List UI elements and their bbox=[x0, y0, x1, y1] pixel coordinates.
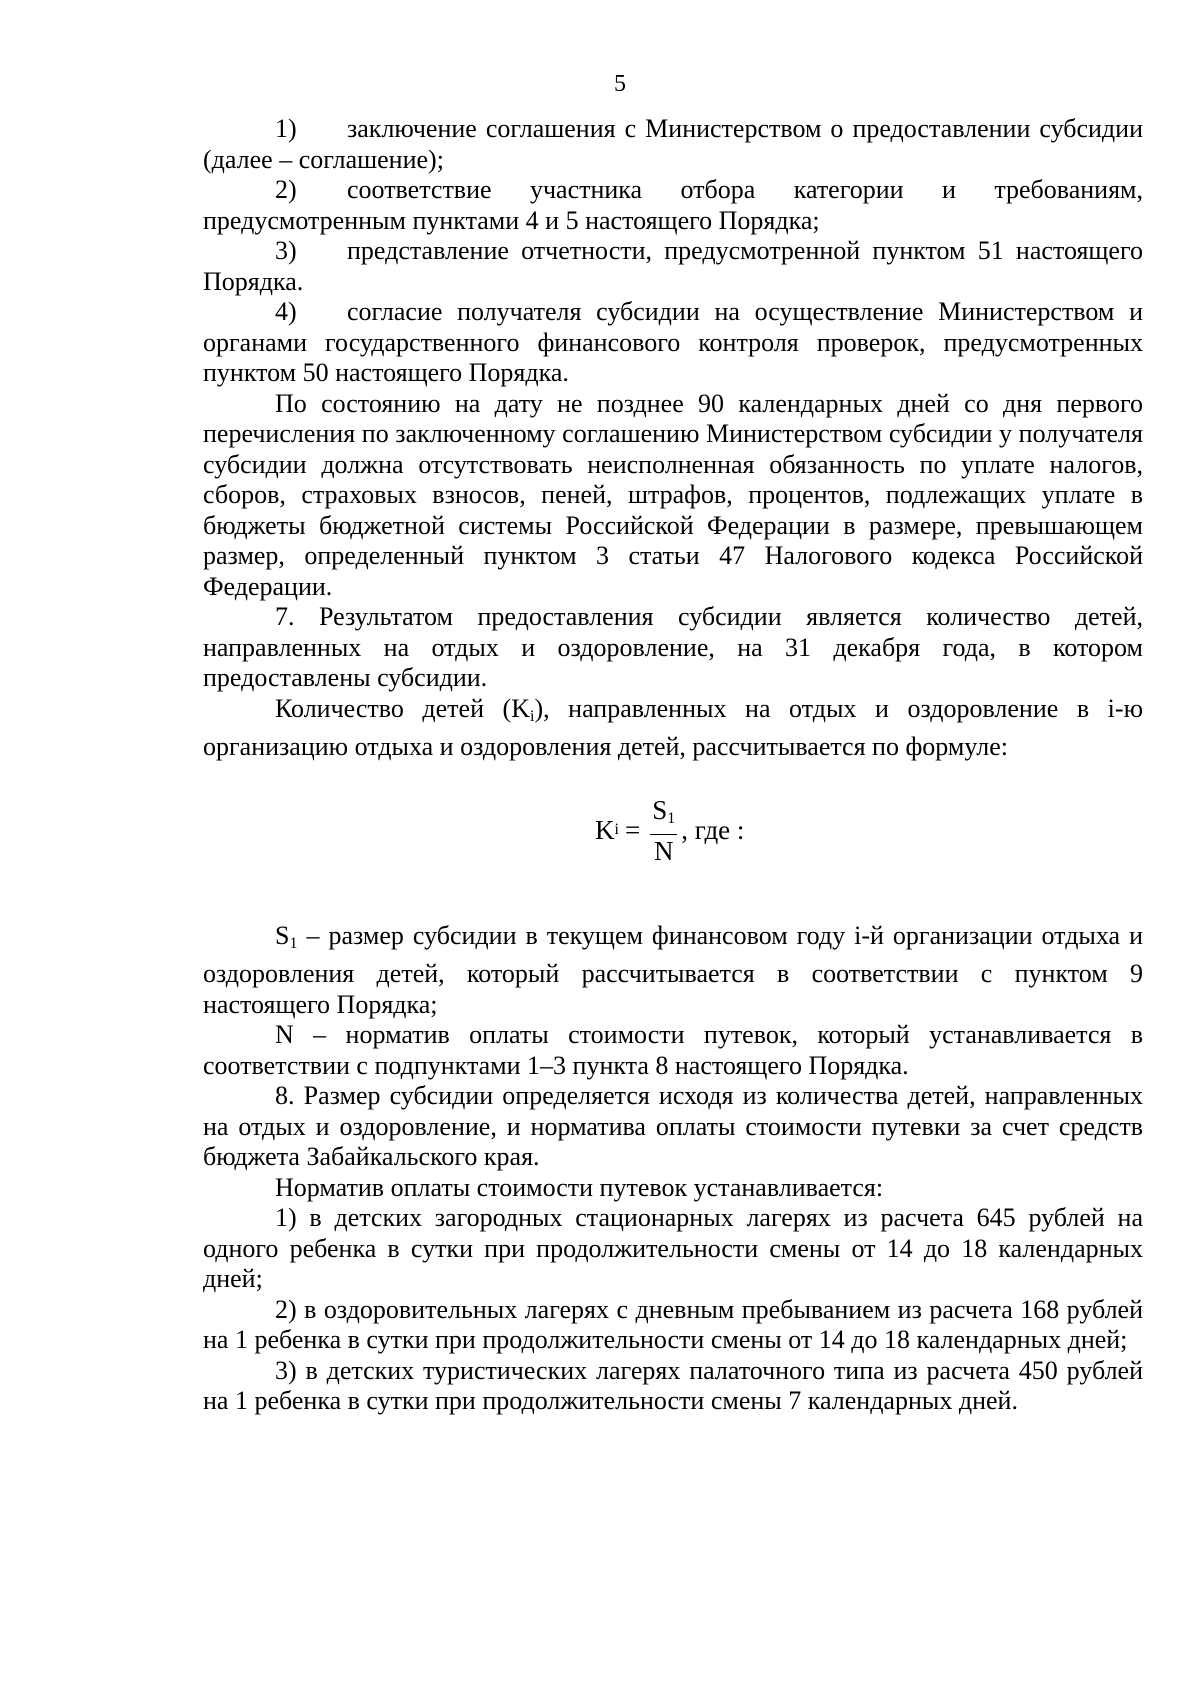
list-item: 1) в детских загородных стационарных лагерях из расчета 645 рублей на одного ребенка в сутки при продолжительности смены от 14 до 18 календарных дней; bbox=[203, 1203, 1143, 1293]
list-item: 2) в оздоровительных лагерях с дневным пребыванием из расчета 168 рублей на 1 ребенка в сутки при продолжительности смены от 14 до 18 календарных дней; bbox=[203, 1294, 1143, 1354]
definition-symbol: S bbox=[275, 920, 290, 950]
definition-s1 bbox=[203, 921, 1143, 1021]
list-item bbox=[203, 175, 1143, 236]
item-text: заключение соглашения с Министерством о предоставлении субсидии (далее – соглашение); bbox=[203, 114, 1143, 174]
list-item bbox=[203, 236, 1143, 297]
page-number: 5 bbox=[614, 71, 626, 97]
text-part: ), направленных на отдых и оздоровление в i-ю организацию отдыха и оздоровления детей, рассчитывается по формуле: bbox=[203, 693, 1143, 761]
definition-text: – размер субсидии в текущем финансовом году i-й организации отдыха и оздоровления детей, который рассчитывается в соответствии с пунктом 9 настоящего Порядка; bbox=[203, 920, 1143, 1019]
item-number: 4) bbox=[275, 297, 297, 326]
paragraph-7: 7. Результатом предоставления субсидии является количество детей, направленных на отдых и оздоровление, на 31 декабря года, в котором предоставлены субсидии. bbox=[203, 602, 1143, 692]
formula-fraction bbox=[650, 795, 677, 867]
item-text: представление отчетности, предусмотренной пунктом 51 настоящего Порядка. bbox=[203, 236, 1143, 296]
formula-equals: = bbox=[624, 815, 641, 846]
paragraph-tax-obligation: По состоянию на дату не позднее 90 календарных дней со дня первого перечисления по заключенному соглашению Министерством субсидии у получателя субсидии должна отсутствовать неисполненная обязанность по уплате налогов, сборов, страховых взносов, пеней, штрафов, процентов, подлежащих уплате в бюджеты бюджетной системы Российской Федерации в размере, превышающем размер, определенный пунктом 3 статьи 47 Налогового кодекса Российской Федерации. bbox=[203, 388, 1143, 601]
item-text: соответствие участника отбора категории и требованиям, предусмотренным пунктами 4 и 5 настоящего Порядка; bbox=[203, 175, 1143, 235]
formula bbox=[595, 795, 744, 867]
list-item bbox=[203, 114, 1143, 175]
paragraph-8: 8. Размер субсидии определяется исходя из количества детей, направленных на отдых и оздоровление, и норматива оплаты стоимости путевки за счет средств бюджета Забайкальского края. bbox=[203, 1081, 1143, 1171]
paragraph-children-count bbox=[203, 694, 1143, 763]
item-number: 3) bbox=[275, 236, 297, 265]
item-text: согласие получателя субсидии на осуществление Министерством и органами государственного финансового контроля проверок, предусмотренных пунктом 50 настоящего Порядка. bbox=[203, 297, 1143, 387]
subscript: i bbox=[530, 707, 535, 725]
item-number: 1) bbox=[275, 114, 297, 143]
document-body bbox=[203, 114, 1143, 1417]
paragraph-norm-intro: Норматив оплаты стоимости путевок устанавливается: bbox=[275, 1172, 884, 1202]
formula-block bbox=[203, 763, 1143, 913]
definition-subscript: 1 bbox=[289, 934, 298, 952]
definition-n: N – норматив оплаты стоимости путевок, который устанавливается в соответствии с подпунктами 1–3 пункта 8 настоящего Порядка. bbox=[203, 1020, 1143, 1080]
list-item: 3) в детских туристических лагерях палаточного типа из расчета 450 рублей на 1 ребенка в сутки при продолжительности смены 7 календарных дней. bbox=[203, 1355, 1143, 1415]
formula-lhs: K bbox=[595, 815, 615, 846]
formula-denominator: N bbox=[653, 835, 674, 866]
formula-numerator bbox=[650, 795, 677, 835]
numerator-subscript: 1 bbox=[667, 809, 676, 827]
numerator-symbol: S bbox=[652, 794, 668, 825]
formula-suffix: , где : bbox=[681, 815, 745, 846]
item-number: 2) bbox=[275, 175, 297, 204]
formula-lhs-subscript: i bbox=[614, 821, 619, 839]
list-item bbox=[203, 297, 1143, 389]
text-part: Количество детей (K bbox=[275, 693, 530, 723]
